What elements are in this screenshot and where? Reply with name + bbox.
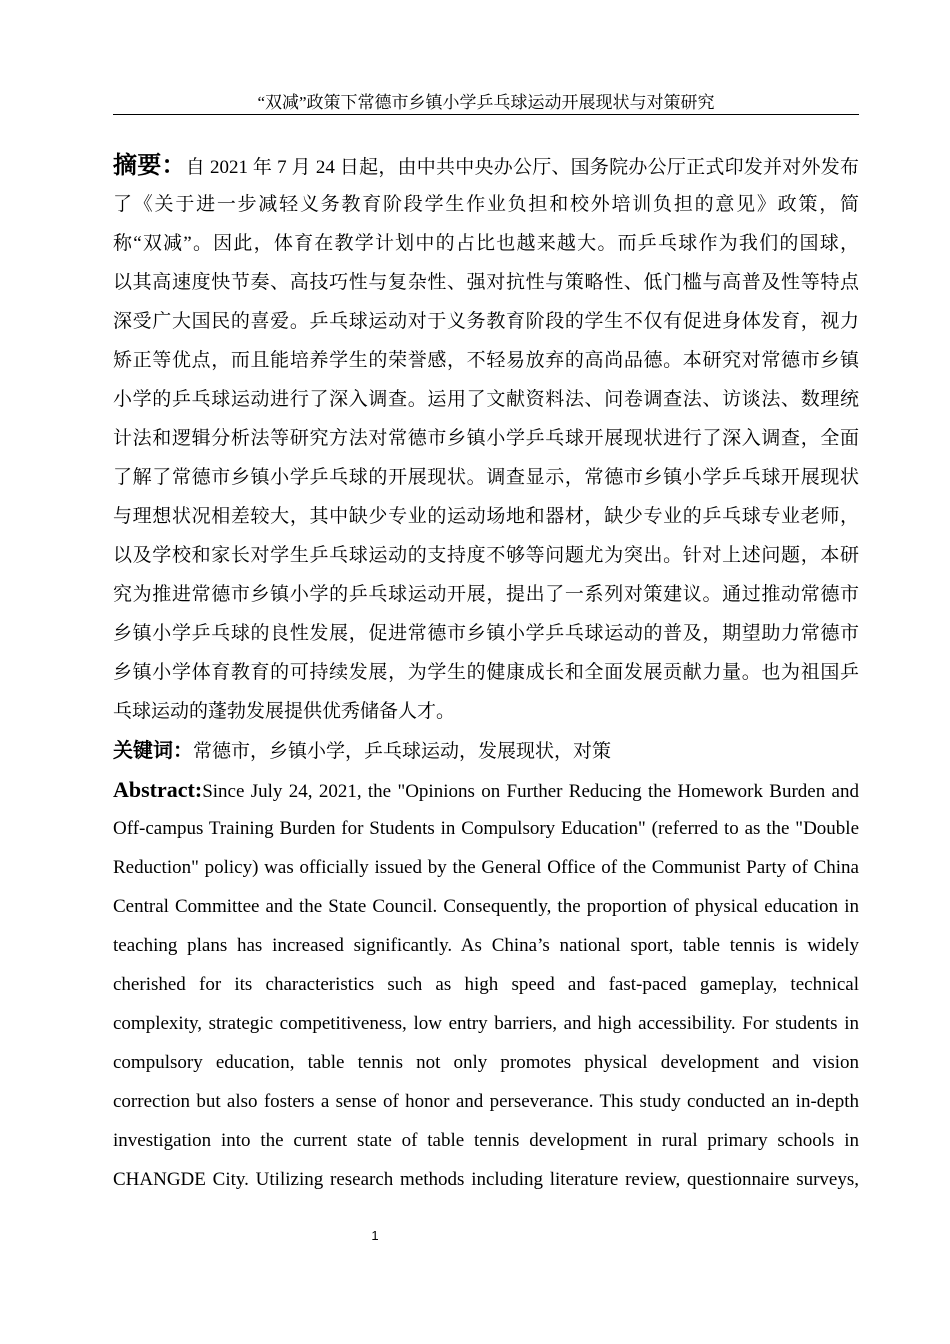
- paragraph-line: [113, 1004, 859, 1043]
- header-rule: [113, 114, 859, 115]
- keywords-text: 常德市，乡镇小学，乒乓球运动，发展现状，对策: [193, 741, 612, 762]
- paragraph-line: [113, 1121, 859, 1160]
- line-text: 称“双减”。因此，体育在教学计划中的占比也越来越大。而乒乓球作为我们的国球，: [113, 233, 859, 254]
- paragraph-line: [113, 536, 859, 575]
- line-text: complexity, strategic competitiveness, low entry barriers, and high accessibility. For students in: [113, 1013, 859, 1034]
- line-text: CHANGDE City. Utilizing research methods including literature review, questionnaire surveys,: [113, 1169, 859, 1190]
- line-text: 究为推进常德市乡镇小学的乒乓球运动开展，提出了一系列对策建议。通过推动常德市: [113, 584, 859, 605]
- paragraph-line: [113, 224, 859, 263]
- page-body: [113, 146, 859, 1199]
- abstract-label: Abstract:: [113, 777, 203, 802]
- paragraph-line: [113, 185, 859, 224]
- abstract-label: 摘要：: [113, 151, 186, 179]
- line-text: 以其高速度快节奏、高技巧性与复杂性、强对抗性与策略性、低门槛与高普及性等特点: [113, 272, 859, 293]
- line-text: 了解了常德市乡镇小学乒乓球的开展现状。调查显示，常德市乡镇小学乒乓球开展现状: [113, 467, 859, 488]
- line-text: 乓球运动的蓬勃发展提供优秀储备人才。: [113, 701, 456, 722]
- line-text: 自 2021 年 7 月 24 日起，由中共中央办公厅、国务院办公厅正式印发并对外发布: [185, 157, 859, 178]
- line-text: 深受广大国民的喜爱。乒乓球运动对于义务教育阶段的学生不仅有促进身体发育，视力: [113, 311, 859, 332]
- abstract-zh: [113, 146, 859, 731]
- abstract-en: [113, 770, 859, 1199]
- line-text: Since July 24, 2021, the "Opinions on Further Reducing the Homework Burden and: [202, 781, 859, 802]
- line-text: 计法和逻辑分析法等研究方法对常德市乡镇小学乒乓球开展现状进行了深入调查，全面: [113, 428, 859, 449]
- paragraph-line: [113, 965, 859, 1004]
- line-text: teaching plans has increased significantly. As China’s national sport, table tennis is widely: [113, 935, 859, 956]
- paragraph-line: [113, 419, 859, 458]
- paragraph-line: [113, 926, 859, 965]
- page-number: 1: [371, 1228, 379, 1243]
- line-text: Central Committee and the State Council. Consequently, the proportion of physical education in: [113, 896, 859, 917]
- paragraph-line: [113, 1160, 859, 1199]
- paragraph-line: [113, 614, 859, 653]
- paragraph-line: [113, 848, 859, 887]
- running-header: “双减”政策下常德市乡镇小学乒乓球运动开展现状与对策研究: [257, 93, 715, 112]
- paragraph-line: [113, 809, 859, 848]
- keywords-label: 关键词：: [113, 738, 193, 762]
- paragraph-line: [113, 887, 859, 926]
- line-text: compulsory education, table tennis not only promotes physical development and vision: [113, 1052, 859, 1073]
- paragraph-line: [113, 770, 859, 809]
- line-text: 以及学校和家长对学生乒乓球运动的支持度不够等问题尤为突出。针对上述问题，本研: [113, 545, 859, 566]
- line-text: 小学的乒乓球运动进行了深入调查。运用了文献资料法、问卷调查法、访谈法、数理统: [113, 389, 859, 410]
- paragraph-line: [113, 146, 859, 185]
- line-text: correction but also fosters a sense of honor and perseverance. This study conducted an in-depth: [113, 1091, 859, 1112]
- line-text: 乡镇小学体育教育的可持续发展，为学生的健康成长和全面发展贡献力量。也为祖国乒: [113, 662, 859, 683]
- line-text: Off-campus Training Burden for Students in Compulsory Education" (referred to as the "Double: [113, 818, 859, 839]
- line-text: investigation into the current state of table tennis development in rural primary schools in: [113, 1130, 859, 1151]
- paragraph-line: [113, 341, 859, 380]
- paragraph-line: [113, 302, 859, 341]
- line-text: 与理想状况相差较大，其中缺少专业的运动场地和器材，缺少专业的乒乓球专业老师，: [113, 506, 859, 527]
- line-text: cherished for its characteristics such as high speed and fast-paced gameplay, technical: [113, 974, 859, 995]
- paragraph-line: [113, 575, 859, 614]
- paragraph-line: [113, 263, 859, 302]
- keywords-zh: [113, 731, 859, 770]
- paragraph-line: [113, 1043, 859, 1082]
- paragraph-line: [113, 380, 859, 419]
- paragraph-line: [113, 458, 859, 497]
- line-text: 矫正等优点，而且能培养学生的荣誉感，不轻易放弃的高尚品德。本研究对常德市乡镇: [113, 350, 859, 371]
- line-text: 了《关于进一步减轻义务教育阶段学生作业负担和校外培训负担的意见》政策，简: [113, 194, 859, 215]
- paragraph-line: [113, 1082, 859, 1121]
- line-text: Reduction" policy) was officially issued by the General Office of the Communist Party of China: [113, 857, 859, 878]
- paragraph-line: [113, 692, 859, 731]
- paragraph-line: [113, 497, 859, 536]
- paragraph-line: [113, 653, 859, 692]
- line-text: 乡镇小学乒乓球的良性发展，促进常德市乡镇小学乒乓球运动的普及，期望助力常德市: [113, 623, 859, 644]
